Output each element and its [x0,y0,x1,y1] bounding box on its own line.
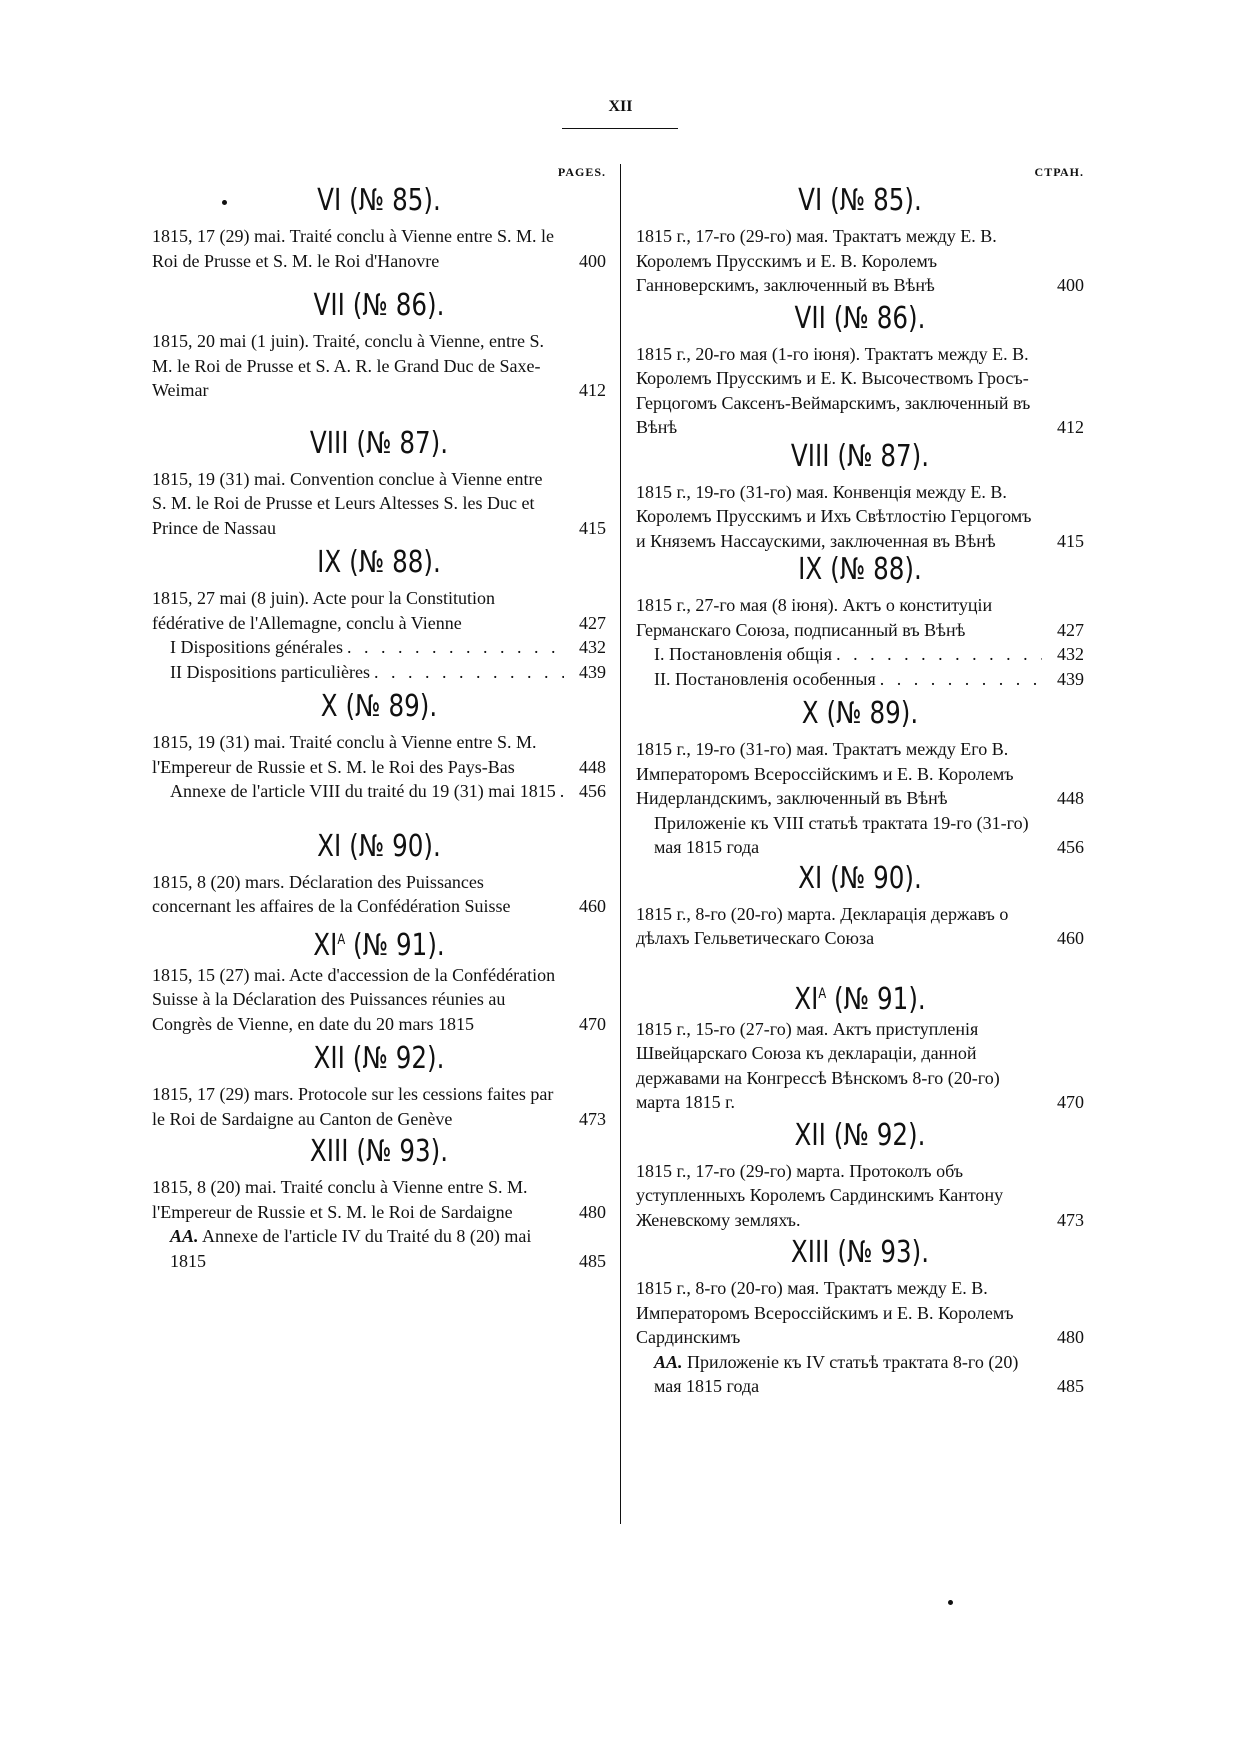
entry-description [152,1175,606,1224]
toc-entry [636,440,1084,554]
toc-entry [152,830,606,919]
page-ref: 412 [1057,417,1084,437]
entry-description [636,480,1084,554]
entry-description [636,737,1084,811]
entry-description [152,329,606,403]
sub-entry [152,660,606,685]
page-ref: 470 [1057,1092,1084,1112]
heading-text: VIII (№ 87). [309,425,449,461]
page-ref: 460 [579,896,606,916]
page-ref: 415 [1057,530,1084,551]
entry-description [152,224,606,273]
description-text: 1815 г., 20-го мая (1-го іюня). Трактатъ между Е. В. Королемъ Прусскимъ и Е. К. Высочествомъ Гросъ-Герцогомъ Саксенъ-Веймарскимъ, заключенный въ Вѣнѣ [636,343,1031,437]
heading-text: VIII (№ 87). [790,438,930,474]
heading-text-tail: (№ 91). [826,981,926,1017]
page-ref: 473 [579,1108,606,1129]
sub-entry [636,1350,1084,1399]
page-ref: 427 [579,612,606,633]
sub-entry [636,667,1084,692]
page-ref: 432 [579,637,606,657]
heading-text: XI [313,927,338,963]
description-text: 1815 г., 19-го (31-го) мая. Конвенція между Е. В. Королемъ Прусскимъ и Ихъ Свѣтлостію Герцогомъ и Княземъ Нассаускими, заключенная въ Вѣнѣ [636,481,1032,551]
toc-entry [636,1119,1084,1233]
heading-text: XIII (№ 93). [790,1235,930,1270]
toc-entry [152,427,606,541]
heading-text: VI (№ 85). [317,183,441,218]
entry-description [152,1082,606,1131]
page-ref: 480 [579,1201,606,1222]
toc-entry [636,697,1084,860]
entry-heading [676,302,1043,342]
toc-entry [152,289,606,403]
toc-entry [636,977,1084,1115]
description-text: 1815 г., 15-го (27-го) мая. Актъ приступленія Швейцарскаго Союза къ деклараціи, данной державами на Конгрессѣ Вѣнскомъ 8-го (20-го) марта 1815 г. [636,1018,1000,1112]
sub-entry-text [654,642,832,667]
column-divider [620,164,621,1524]
annex-mark: AA. [654,1351,683,1372]
page-ref: 448 [579,756,606,777]
entry-description [636,593,1084,642]
entry-description [152,870,606,919]
heading-text: VII (№ 86). [313,288,445,323]
entry-heading [193,546,565,586]
description-text: 1815 г., 17-го (29-го) мая. Трактатъ между Е. В. Королемъ Прусскимъ и Е. В. Королемъ Ганноверскимъ, заключенный въ Вѣнѣ [636,226,997,295]
dot-leader [560,779,564,804]
dot-leader [836,642,1042,667]
page-ref: 400 [579,250,606,271]
toc-entry [152,690,606,804]
page-ref: 448 [1057,788,1084,808]
heading-superscript: A [818,985,827,1002]
toc-entry [636,862,1084,951]
sub-entry-text [654,811,1038,860]
entry-description [636,342,1084,440]
page-ref: 485 [579,1250,606,1271]
heading-text: VI (№ 85). [798,183,922,218]
description-text: 1815, 27 mai (8 juin). Acte pour la Constitution fédérative de l'Allemagne, conclu à Vienne [152,588,495,633]
toc-entry [152,1042,606,1131]
entry-heading [193,690,565,730]
toc-entry [636,184,1084,298]
page-ref: 439 [1057,668,1084,689]
toc-entry [636,302,1084,440]
column-label-stran: СТРАН. [1034,165,1084,179]
entry-heading [193,923,565,963]
sub-entry-label: Annexe de l'article VIII du traité du 19 (31) mai 1815 [170,781,556,801]
description-text: 1815 г., 27-го мая (8 іюня). Актъ о конституціи Германскаго Союза, подписанный въ Вѣнѣ [636,595,993,640]
sub-entry-text [170,660,370,685]
sub-entry [152,1224,606,1273]
heading-text: XII (№ 92). [794,1117,926,1153]
entry-list [152,184,606,1273]
page-ref: 432 [1057,644,1084,664]
sub-entry-label: I. Постановленія общія [654,644,833,664]
entry-heading [193,427,565,467]
heading-text-tail: (№ 91). [345,927,445,963]
toc-entry [152,546,606,684]
entry-description [636,902,1084,951]
entry-heading [676,697,1043,737]
description-text: 1815 г., 8-го (20-го) марта. Декларація державъ о дѣлахъ Гельветическаго Союза [636,903,1009,948]
sub-entry-text [654,1350,1038,1399]
entry-description [152,963,606,1037]
entry-description [152,586,606,635]
description-text: 1815, 8 (20) mars. Déclaration des Puissances concernant les affaires de la Confédération Suisse [152,871,511,916]
sub-entry-label: II. Постановленія особенныя [654,668,876,689]
dot-leader [880,667,1042,692]
toc-entry [152,1135,606,1273]
column-label-pages: PAGES. [557,165,606,179]
dot-leader [374,660,564,685]
heading-text: XI (№ 90). [317,828,441,864]
sub-entry [152,635,606,660]
entry-heading [193,1135,565,1175]
entry-description [636,224,1084,298]
sub-entry-text [170,1224,560,1273]
heading-text: XI (№ 90). [798,860,922,896]
entry-list [636,184,1084,1399]
toc-entry [152,184,606,273]
heading-text: IX (№ 88). [798,552,922,587]
entry-heading [676,1236,1043,1276]
entry-heading [676,440,1043,480]
stray-mark [948,1600,953,1605]
entry-heading [193,289,565,329]
page-ref: 427 [1057,619,1084,640]
entry-heading [676,553,1043,593]
sub-entry-label: II Dispositions particulières [170,661,370,682]
sub-entry-label: Приложеніе къ IV статьѣ трактата 8-го (20) мая 1815 года [654,1351,1019,1396]
heading-text: IX (№ 88). [317,545,441,580]
page-ref: 460 [1057,928,1084,948]
entry-heading [193,1042,565,1082]
page-ref: 456 [1057,837,1084,857]
description-text: 1815, 20 mai (1 juin). Traité, conclu à Vienne, entre S. M. le Roi de Prusse et S. A. R. le Grand Duc de Saxe-Weimar [152,331,545,400]
heading-text: XII (№ 92). [313,1041,445,1076]
description-text: 1815, 17 (29) mars. Protocole sur les cessions faites par le Roi de Sardaigne au Canton de Genève [152,1084,554,1129]
page-number: XII [608,98,633,115]
heading-text: X (№ 89). [320,689,438,724]
entry-description [152,467,606,541]
description-text: 1815, 19 (31) mai. Traité conclu à Vienne entre S. M. l'Empereur de Russie et S. M. le Roi des Pays-Bas [152,732,537,777]
description-text: 1815, 19 (31) mai. Convention conclue à Vienne entre S. M. le Roi de Prusse et Leurs Altesses S. les Duc et Prince de Nassau [152,468,543,538]
russian-column [636,160,1084,1399]
entry-heading [676,184,1043,224]
french-column [152,160,606,1273]
description-text: 1815, 15 (27) mai. Acte d'accession de la Confédération Suisse à la Déclaration des Puissances réunies au Congrès de Vienne, en date du 20 mars 1815 [152,964,556,1034]
entry-heading [676,977,1043,1017]
heading-text: VII (№ 86). [794,300,926,336]
page-ref: 439 [579,661,606,682]
page-ref: 473 [1057,1209,1084,1230]
page-ref: 480 [1057,1327,1084,1347]
entry-description [636,1159,1084,1233]
toc-entry [636,1236,1084,1399]
entry-description [636,1276,1084,1350]
entry-heading [193,830,565,870]
dot-leader [347,635,564,660]
sub-entry [152,779,606,804]
entry-description [152,730,606,779]
page-ref: 415 [579,517,606,538]
sub-entry-label: Annexe de l'article IV du Traité du 8 (20) mai 1815 [170,1226,532,1271]
heading-text: XIII (№ 93). [309,1134,449,1169]
description-text: 1815 г., 19-го (31-го) мая. Трактатъ между Его В. Императоромъ Всероссійскимъ и Е. В. Королемъ Нидерландскимъ, заключенный въ Вѣнѣ [636,739,1014,808]
entry-heading [676,862,1043,902]
page-ref: 485 [1057,1376,1084,1396]
sub-entry-label: Приложеніе къ VIII статьѣ трактата 19-го (31-го) мая 1815 года [654,812,1029,857]
description-text: 1815 г., 8-го (20-го) мая. Трактатъ между Е. В. Императоромъ Всероссійскимъ и Е. В. Королемъ Сардинскимъ [636,1278,1014,1347]
page-ref: 456 [579,781,606,801]
sub-entry-text [170,635,343,660]
entry-heading [193,184,565,224]
sub-entry-text [654,667,876,692]
toc-entry [636,553,1084,691]
annex-mark: AA. [170,1226,199,1246]
entry-description [636,1017,1084,1115]
header-rule [562,128,678,129]
description-text: 1815 г., 17-го (29-го) марта. Протоколъ объ уступленныхъ Королемъ Сардинскимъ Кантону Женевскому земляхъ. [636,1160,1004,1230]
description-text: 1815, 8 (20) mai. Traité conclu à Vienne entre S. M. l'Empereur de Russie et S. M. le Roi de Sardaigne [152,1177,528,1222]
sub-entry [636,642,1084,667]
entry-heading [676,1119,1043,1159]
heading-superscript: A [337,931,346,948]
toc-entry [152,923,606,1037]
description-text: 1815, 17 (29) mai. Traité conclu à Vienne entre S. M. le Roi de Prusse et S. M. le Roi d'Hanovre [152,226,555,271]
page-ref: 412 [579,380,606,400]
sub-entry-label: I Dispositions générales [170,637,343,657]
heading-text: X (№ 89). [801,696,919,731]
sub-entry [636,811,1084,860]
page-ref: 470 [579,1013,606,1034]
sub-entry-text [170,779,556,804]
page-ref: 400 [1057,275,1084,295]
heading-text: XI [794,981,819,1017]
